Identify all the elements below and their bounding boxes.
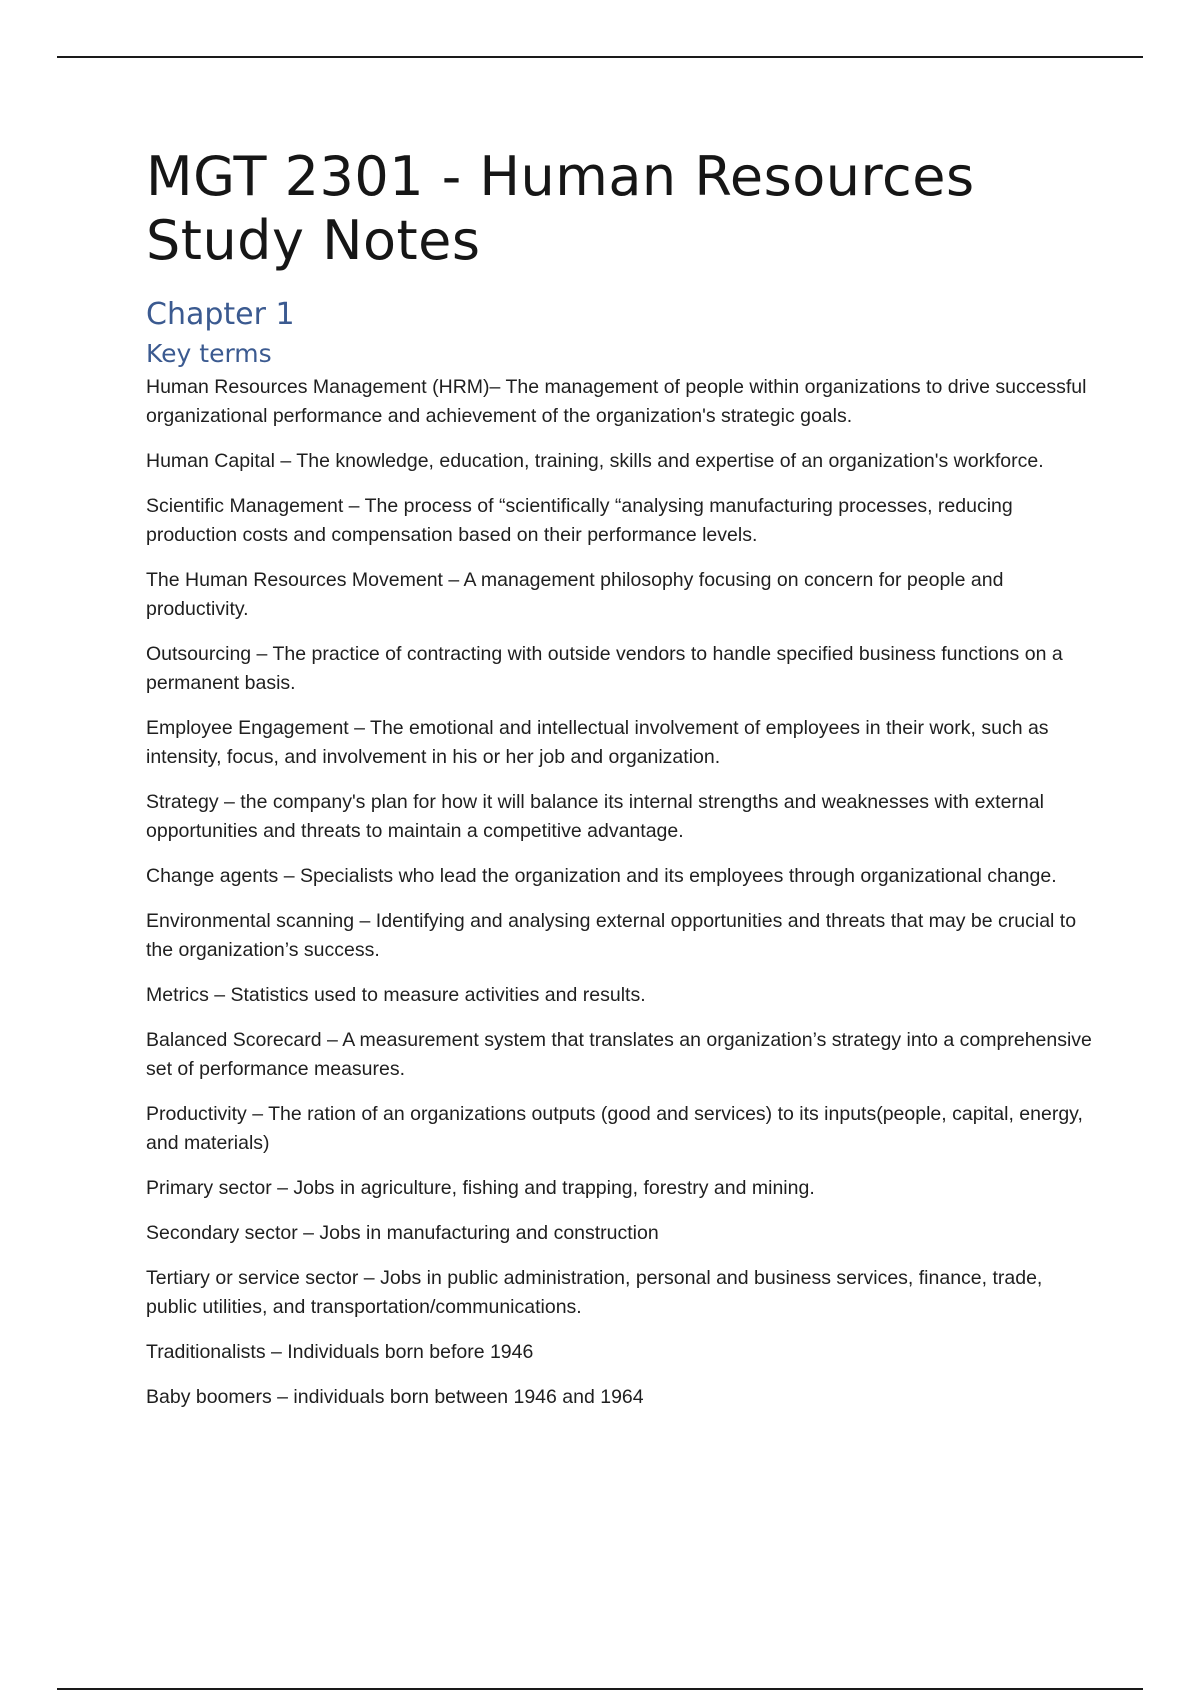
term-baby-boomers: Baby boomers – individuals born between 1946 and 1964 — [146, 1386, 644, 1408]
term-change-agents: Change agents – Specialists who lead the organization and its employees through organizational change. — [146, 865, 1057, 887]
term-environmental-scanning: Environmental scanning – Identifying and analysing external opportunities and threats that may be crucial to the organization’s success. — [146, 910, 1077, 961]
term-human-resources-movement: The Human Resources Movement – A management philosophy focusing on concern for people and productivity. — [146, 569, 1004, 620]
term-human-capital: Human Capital – The knowledge, education, training, skills and expertise of an organization's workforce. — [146, 450, 1044, 472]
term-secondary-sector: Secondary sector – Jobs in manufacturing and construction — [146, 1222, 659, 1244]
document-body — [146, 145, 1096, 1428]
document-title: MGT 2301 - Human Resources Study Notes — [146, 145, 975, 272]
bottom-rule — [57, 1688, 1143, 1690]
term-strategy: Strategy – the company's plan for how it will balance its internal strengths and weaknesses with external opportunities and threats to maintain a competitive advantage. — [146, 791, 1044, 842]
term-tertiary-sector: Tertiary or service sector – Jobs in public administration, personal and business services, finance, trade, public utilities, and transportation/communications. — [146, 1267, 1043, 1318]
chapter-heading: Chapter 1 — [146, 297, 295, 332]
term-employee-engagement: Employee Engagement – The emotional and intellectual involvement of employees in their work, such as intensity, focus, and involvement in his or her job and organization. — [146, 717, 1049, 768]
term-outsourcing: Outsourcing – The practice of contracting with outside vendors to handle specified business functions on a permanent basis. — [146, 643, 1063, 694]
key-terms-list — [146, 373, 1096, 1412]
term-primary-sector: Primary sector – Jobs in agriculture, fishing and trapping, forestry and mining. — [146, 1177, 815, 1199]
top-rule — [57, 56, 1143, 58]
section-heading: Key terms — [146, 339, 272, 368]
term-balanced-scorecard: Balanced Scorecard – A measurement system that translates an organization’s strategy into a comprehensive set of performance measures. — [146, 1029, 1092, 1080]
term-productivity: Productivity – The ration of an organizations outputs (good and services) to its inputs(people, capital, energy, and materials) — [146, 1103, 1083, 1154]
term-traditionalists: Traditionalists – Individuals born before 1946 — [146, 1341, 534, 1363]
term-metrics: Metrics – Statistics used to measure activities and results. — [146, 984, 646, 1006]
term-hrm: Human Resources Management (HRM)– The management of people within organizations to drive successful organizational performance and achievement of the organization's strategic goals. — [146, 376, 1087, 427]
term-scientific-management: Scientific Management – The process of “scientifically “analysing manufacturing processes, reducing production costs and compensation based on their performance levels. — [146, 495, 1013, 546]
